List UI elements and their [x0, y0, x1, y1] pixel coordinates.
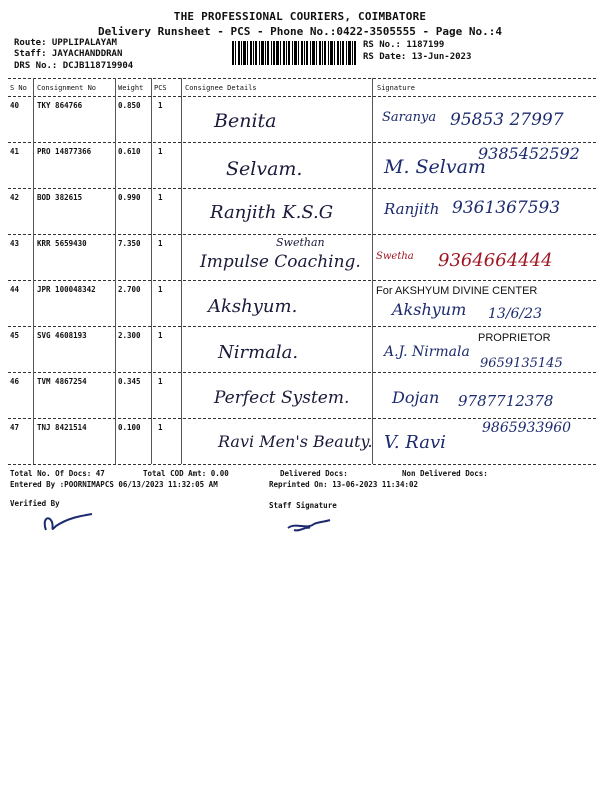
row-divider: [8, 418, 596, 419]
row-weight: 2.700: [118, 285, 141, 294]
row-phone: 9361367593: [452, 198, 561, 218]
barcode: [232, 41, 356, 65]
row-pcs: 1: [158, 239, 163, 248]
row-phone: 95853 27997: [450, 110, 564, 130]
col-header-weight: Weight: [118, 84, 144, 92]
col-header-pcs: PCS: [154, 84, 167, 92]
row-consignment: KRR 5659430: [37, 239, 87, 248]
row-weight: 0.850: [118, 101, 141, 110]
row-consignee: Nirmala.: [218, 342, 299, 363]
row-sno: 45: [10, 331, 20, 340]
row-phone: 9787712378: [458, 392, 554, 410]
column-divider: [115, 78, 116, 464]
row-pcs: 1: [158, 331, 163, 340]
col-header-signature: Signature: [377, 84, 415, 92]
row-divider: [8, 234, 596, 235]
reprinted-on: Reprinted On: 13-06-2023 11:34:02: [269, 480, 419, 489]
row-weight: 0.610: [118, 147, 141, 156]
row-consignee: Selvam.: [226, 158, 303, 180]
column-divider: [372, 78, 373, 464]
row-divider: [8, 326, 596, 327]
row-signature: Swetha: [376, 251, 414, 262]
table-header-rule: [8, 96, 596, 97]
row-pcs: 1: [158, 101, 163, 110]
rs-date: RS Date: 13-Jun-2023: [363, 52, 472, 62]
stamp-designation: PROPRIETOR: [478, 332, 551, 344]
row-signature: Ranjith: [384, 200, 440, 218]
row-signature: A.J. Nirmala: [384, 344, 470, 360]
col-header-sno: S No: [10, 84, 27, 92]
row-consignee: Perfect System.: [214, 388, 350, 408]
row-consignee: Impulse Coaching.: [200, 252, 361, 272]
row-phone: 9659135145: [480, 356, 563, 371]
row-consignee: Akshyum.: [208, 296, 298, 317]
col-header-consignment: Consignment No: [37, 84, 97, 92]
row-consignment: SVG 4608193: [37, 331, 87, 340]
row-divider: [8, 372, 596, 373]
row-divider: [8, 188, 596, 189]
verifier-signature: [38, 508, 98, 536]
row-pcs: 1: [158, 423, 163, 432]
entered-by: Entered By :POORNIMAPCS 06/13/2023 11:32:05 AM: [10, 480, 218, 489]
row-divider: [8, 142, 596, 143]
table-top-rule: [8, 78, 596, 79]
row-consignee: Benita: [214, 110, 277, 132]
row-consignment: BOD 382615: [37, 193, 83, 202]
total-docs: Total No. Of Docs: 47: [10, 469, 105, 478]
verified-by-label: Verified By: [10, 499, 60, 508]
row-sno: 47: [10, 423, 20, 432]
row-consignee: Ranjith K.S.G: [210, 202, 334, 223]
staff-signature: [284, 514, 334, 536]
row-pcs: 1: [158, 193, 163, 202]
row-sno: 41: [10, 147, 20, 156]
row-weight: 0.345: [118, 377, 141, 386]
column-divider: [151, 78, 152, 464]
company-stamp: For AKSHYUM DIVINE CENTER: [376, 285, 538, 297]
drs-number: DRS No.: DCJB118719904: [14, 61, 134, 71]
row-phone: 9385452592: [478, 144, 580, 163]
column-divider: [181, 78, 182, 464]
row-consignee: Ravi Men's Beauty.: [218, 432, 373, 451]
row-sno: 43: [10, 239, 20, 248]
row-weight: 0.100: [118, 423, 141, 432]
row-consignment: JPR 100048342: [37, 285, 96, 294]
row-sno: 44: [10, 285, 20, 294]
row-phone: 9364664444: [438, 250, 553, 271]
row-phone: 9865933960: [482, 420, 572, 436]
staff-label: Staff: JAYACHANDDRAN: [14, 49, 123, 59]
row-consignment: TVM 4867254: [37, 377, 87, 386]
row-sno: 40: [10, 101, 20, 110]
row-signature: Akshyum: [392, 300, 467, 319]
row-weight: 0.990: [118, 193, 141, 202]
route-label: Route: UPPLIPALAYAM: [14, 38, 117, 48]
rs-number: RS No.: 1187199: [363, 40, 445, 50]
row-consignment: PRO 14877366: [37, 147, 92, 156]
row-signature: V. Ravi: [384, 432, 446, 453]
delivered-docs: Delivered Docs:: [280, 469, 348, 478]
row-pcs: 1: [158, 377, 163, 386]
row-consignment: TKY 864766: [37, 101, 83, 110]
row-signature: Saranya: [382, 110, 437, 125]
document-title: THE PROFESSIONAL COURIERS, COIMBATORE: [173, 10, 427, 23]
row-signature: M. Selvam: [384, 156, 486, 178]
row-consignee-note: Swethan: [276, 236, 325, 249]
row-signature: Dojan: [392, 388, 440, 407]
total-cod: Total COD Amt: 0.00: [143, 469, 229, 478]
row-pcs: 1: [158, 147, 163, 156]
row-weight: 7.350: [118, 239, 141, 248]
staff-signature-label: Staff Signature: [269, 501, 337, 510]
table-bottom-rule: [8, 464, 596, 465]
row-divider: [8, 280, 596, 281]
document-subtitle: Delivery Runsheet - PCS - Phone No.:0422-3505555 - Page No.:4: [98, 25, 502, 38]
row-pcs: 1: [158, 285, 163, 294]
row-sno: 42: [10, 193, 20, 202]
row-sno: 46: [10, 377, 20, 386]
column-divider: [33, 78, 34, 464]
col-header-consignee: Consignee Details: [185, 84, 257, 92]
row-weight: 2.300: [118, 331, 141, 340]
non-delivered-docs: Non Delivered Docs:: [402, 469, 488, 478]
row-phone: 13/6/23: [488, 306, 542, 322]
row-consignment: TNJ 8421514: [37, 423, 87, 432]
